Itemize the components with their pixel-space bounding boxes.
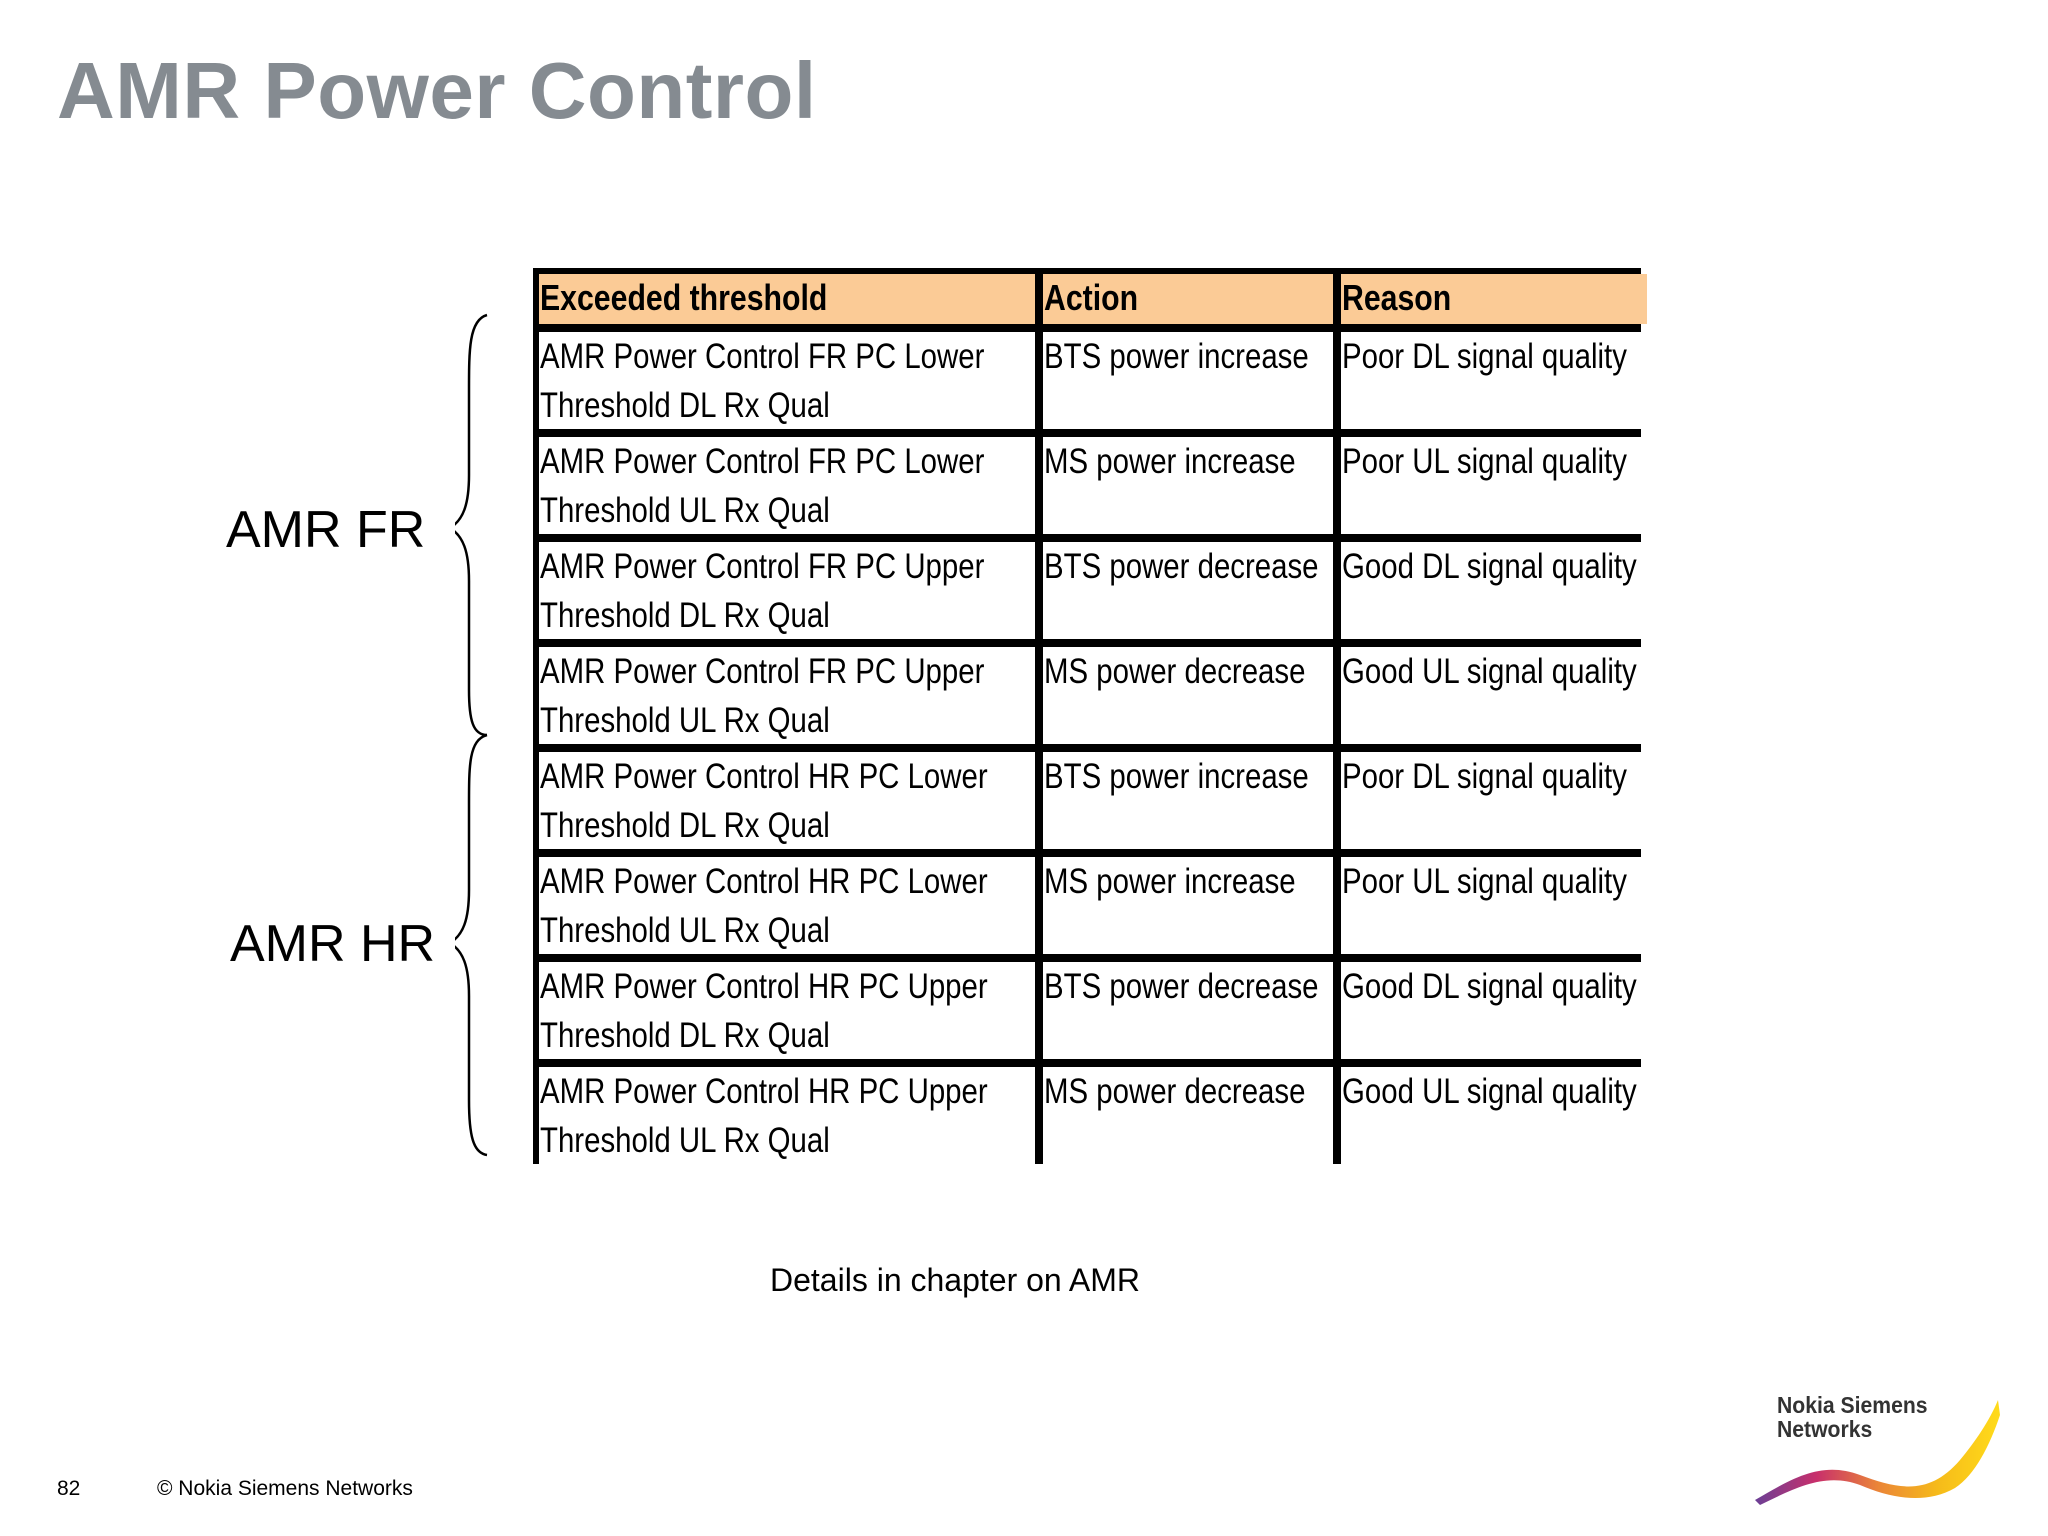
cell-threshold: AMR Power Control FR PC Lower Threshold UL Rx Qual <box>539 437 1035 534</box>
group-brace-icon <box>455 310 515 1160</box>
details-note: Details in chapter on AMR <box>770 1262 1140 1298</box>
threshold-table <box>533 268 1641 1164</box>
cell-reason: Poor DL signal quality <box>1341 752 1647 849</box>
cell-reason: Good DL signal quality <box>1341 542 1647 639</box>
header-action: Action <box>1043 274 1333 324</box>
cell-action: MS power decrease <box>1043 1067 1333 1164</box>
copyright: © Nokia Siemens Networks <box>157 1477 413 1500</box>
cell-threshold: AMR Power Control HR PC Upper Threshold DL Rx Qual <box>539 962 1035 1059</box>
page-number: 82 <box>57 1477 81 1500</box>
cell-threshold: AMR Power Control FR PC Lower Threshold DL Rx Qual <box>539 332 1035 429</box>
group-label-amr-hr: AMR HR <box>230 915 436 973</box>
cell-threshold: AMR Power Control HR PC Lower Threshold DL Rx Qual <box>539 752 1035 849</box>
group-label-amr-fr: AMR FR <box>226 501 426 559</box>
slide-title: AMR Power Control <box>57 46 817 135</box>
brace-fr <box>455 315 487 735</box>
cell-reason: Good DL signal quality <box>1341 962 1647 1059</box>
cell-reason: Poor DL signal quality <box>1341 332 1647 429</box>
cell-action: BTS power increase <box>1043 752 1333 849</box>
cell-threshold: AMR Power Control FR PC Upper Threshold UL Rx Qual <box>539 647 1035 744</box>
cell-action: MS power increase <box>1043 857 1333 954</box>
cell-action: MS power increase <box>1043 437 1333 534</box>
cell-threshold: AMR Power Control FR PC Upper Threshold DL Rx Qual <box>539 542 1035 639</box>
cell-action: BTS power decrease <box>1043 542 1333 639</box>
cell-reason: Good UL signal quality <box>1341 1067 1647 1164</box>
cell-action: MS power decrease <box>1043 647 1333 744</box>
cell-threshold: AMR Power Control HR PC Upper Threshold UL Rx Qual <box>539 1067 1035 1164</box>
cell-reason: Poor UL signal quality <box>1341 437 1647 534</box>
cell-action: BTS power increase <box>1043 332 1333 429</box>
cell-threshold: AMR Power Control HR PC Lower Threshold UL Rx Qual <box>539 857 1035 954</box>
cell-reason: Poor UL signal quality <box>1341 857 1647 954</box>
cell-action: BTS power decrease <box>1043 962 1333 1059</box>
header-reason: Reason <box>1341 274 1647 324</box>
nsn-wave-logo-icon <box>1750 1390 2010 1510</box>
cell-reason: Good UL signal quality <box>1341 647 1647 744</box>
header-exceeded-threshold: Exceeded threshold <box>539 274 1035 324</box>
company-logo-text: Nokia Siemens Networks <box>1777 1392 1928 1442</box>
brace-hr <box>455 735 487 1155</box>
